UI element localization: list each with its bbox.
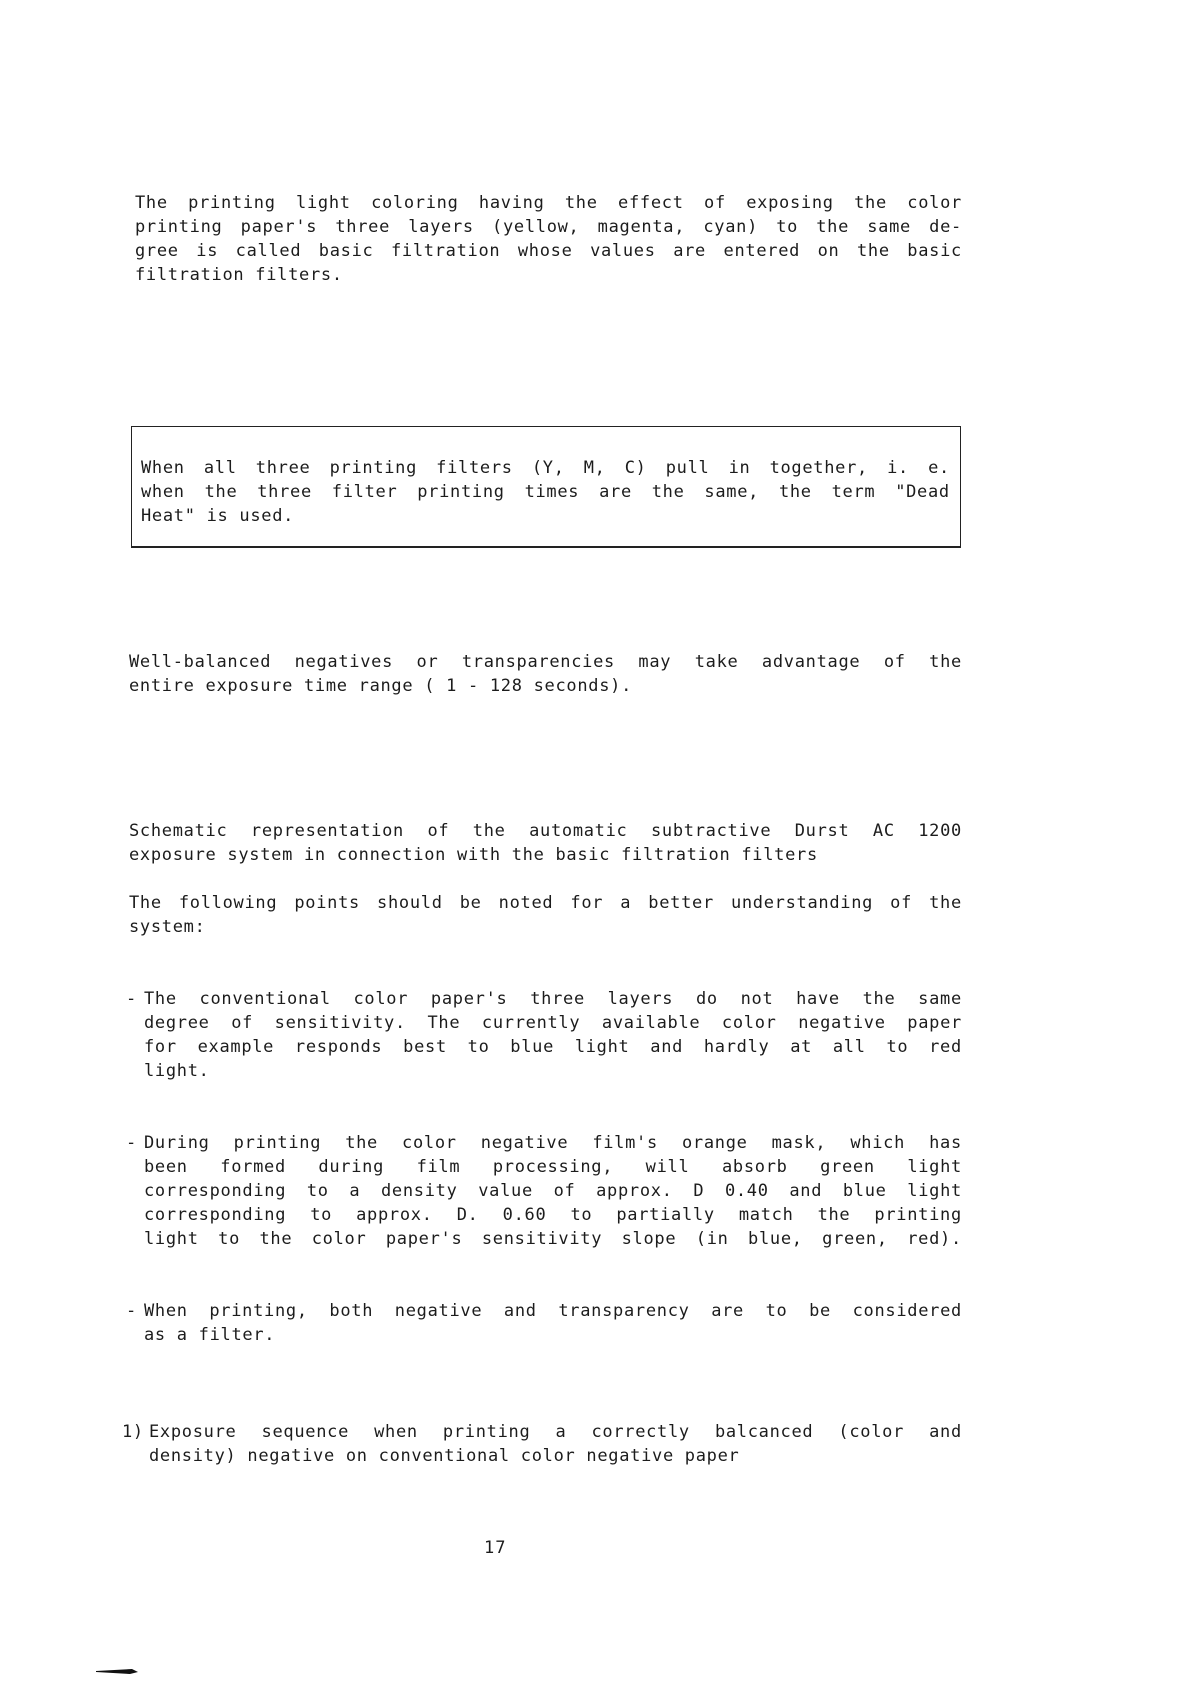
word: effect xyxy=(618,193,684,213)
word: light xyxy=(296,193,351,213)
word: a xyxy=(555,1422,567,1442)
word: The xyxy=(129,893,162,913)
word: understanding xyxy=(730,893,874,913)
word: light xyxy=(144,1229,199,1249)
text-line xyxy=(141,456,950,480)
word: example xyxy=(197,1037,275,1057)
text-line xyxy=(144,1011,962,1035)
word: following xyxy=(178,893,278,913)
word: been xyxy=(144,1157,188,1177)
word: cyan) xyxy=(703,217,759,237)
word: (Y, xyxy=(531,458,565,478)
word: a xyxy=(620,893,632,913)
word: degree xyxy=(144,1013,210,1033)
word: i. xyxy=(887,458,909,478)
word: sequence xyxy=(261,1422,350,1442)
word: the xyxy=(651,482,685,502)
word: The xyxy=(427,1013,461,1033)
word: density xyxy=(380,1181,458,1201)
word: filters xyxy=(436,458,513,478)
word: paper's xyxy=(240,217,318,237)
word: to xyxy=(467,1037,490,1057)
word: of xyxy=(231,1013,254,1033)
word: The xyxy=(144,989,177,1009)
word: will xyxy=(645,1157,690,1177)
word: during xyxy=(318,1157,385,1177)
paragraph-schematic xyxy=(129,819,962,867)
word: pull xyxy=(665,458,710,478)
word: blue, xyxy=(748,1229,803,1249)
word: blue xyxy=(842,1181,887,1201)
word: paper's xyxy=(430,989,508,1009)
word: color xyxy=(311,1229,367,1249)
word: blue xyxy=(510,1037,555,1057)
paragraph-basic-filtration xyxy=(135,191,962,287)
text-line xyxy=(135,215,962,239)
bullet-dash: - xyxy=(126,1301,137,1321)
word: do xyxy=(695,989,718,1009)
word: red). xyxy=(907,1229,962,1249)
word: be xyxy=(809,1301,831,1321)
word: all xyxy=(203,458,237,478)
word: paper's xyxy=(385,1229,463,1249)
word: When xyxy=(141,458,185,478)
word: color xyxy=(402,1133,457,1153)
word: light xyxy=(574,1037,630,1057)
text-line xyxy=(129,891,962,915)
word: (in xyxy=(695,1229,729,1249)
word: formed xyxy=(220,1157,286,1177)
word: sensitivity. xyxy=(274,1013,406,1033)
text-line xyxy=(144,1203,962,1227)
word: when xyxy=(374,1422,418,1442)
word: printing, xyxy=(209,1301,308,1321)
list-item-sensitivity xyxy=(126,987,962,1083)
word: better xyxy=(648,893,714,913)
dead-heat-note-box xyxy=(131,426,961,548)
word: three xyxy=(255,458,311,478)
word: slope xyxy=(621,1229,677,1249)
word: same xyxy=(867,217,911,237)
word: processing, xyxy=(492,1157,614,1177)
word: negative xyxy=(480,1133,569,1153)
word: all xyxy=(832,1037,866,1057)
word: for xyxy=(144,1037,177,1057)
word: be xyxy=(459,893,482,913)
word: light xyxy=(907,1157,962,1177)
word: Exposure xyxy=(149,1422,237,1442)
word: when xyxy=(141,482,185,502)
word: of xyxy=(553,1181,576,1201)
word: three xyxy=(530,989,585,1009)
word: are xyxy=(599,482,632,502)
word: filter xyxy=(331,482,398,502)
word: to xyxy=(776,217,799,237)
word: the xyxy=(862,989,896,1009)
word: printing xyxy=(135,217,223,237)
word: gree xyxy=(135,241,179,261)
word: on xyxy=(817,241,840,261)
dead-heat-note-text xyxy=(141,456,950,528)
text-line: light. xyxy=(144,1061,210,1081)
word: same xyxy=(918,989,962,1009)
word: and xyxy=(650,1037,684,1057)
word: film xyxy=(416,1157,461,1177)
word: Durst xyxy=(794,821,850,841)
word: color xyxy=(353,989,409,1009)
text-line xyxy=(144,987,962,1011)
word: hardly xyxy=(703,1037,770,1057)
word: at xyxy=(790,1037,813,1057)
word: transparencies xyxy=(461,652,615,672)
word: to xyxy=(310,1205,333,1225)
word: has xyxy=(929,1133,962,1153)
word: of xyxy=(890,893,913,913)
word: may xyxy=(638,652,672,672)
word: representation xyxy=(250,821,404,841)
word: of xyxy=(883,652,906,672)
word: three xyxy=(335,217,391,237)
word: corresponding xyxy=(144,1205,287,1225)
paragraph-well-balanced xyxy=(129,650,962,698)
word: printing xyxy=(874,1205,962,1225)
word: advantage xyxy=(761,652,861,672)
word: the xyxy=(345,1133,378,1153)
word: a xyxy=(349,1181,361,1201)
word: paper xyxy=(907,1013,962,1033)
word: same, xyxy=(704,482,760,502)
word: or xyxy=(416,652,439,672)
word: to xyxy=(218,1229,241,1249)
text-line xyxy=(144,1035,962,1059)
word: AC xyxy=(872,821,895,841)
word: to xyxy=(306,1181,329,1201)
word: take xyxy=(694,652,739,672)
word: having xyxy=(478,193,545,213)
word: to xyxy=(886,1037,909,1057)
word: printing xyxy=(417,482,505,502)
word: are xyxy=(673,241,706,261)
word: absorb xyxy=(721,1157,788,1177)
text-line: entire exposure time range ( 1 - 128 seconds). xyxy=(129,676,633,696)
word: partially xyxy=(616,1205,715,1225)
word: negatives xyxy=(294,652,394,672)
word: sensitivity xyxy=(481,1229,603,1249)
numbered-item-exposure-sequence xyxy=(122,1420,962,1468)
word: mask, xyxy=(771,1133,827,1153)
text-line xyxy=(144,1131,962,1155)
word: times xyxy=(524,482,580,502)
text-line xyxy=(149,1420,962,1444)
word: film's xyxy=(592,1133,658,1153)
text-line xyxy=(135,191,962,215)
word: the xyxy=(929,652,962,672)
word: responds xyxy=(294,1037,383,1057)
word: and xyxy=(503,1301,537,1321)
text-line: as a filter. xyxy=(144,1325,276,1345)
word: available xyxy=(601,1013,701,1033)
word: basic xyxy=(318,241,374,261)
word: light xyxy=(907,1181,962,1201)
text-line xyxy=(144,1227,962,1251)
word: automatic xyxy=(529,821,628,841)
word: values xyxy=(590,241,656,261)
word: 0.60 xyxy=(502,1205,547,1225)
bullet-dash: - xyxy=(126,989,137,1009)
word: the xyxy=(854,193,887,213)
word: e. xyxy=(928,458,950,478)
word: layers xyxy=(408,217,474,237)
word: the xyxy=(778,482,812,502)
word: color xyxy=(907,193,962,213)
word: the xyxy=(259,1229,293,1249)
word: called xyxy=(235,241,302,261)
word: not xyxy=(740,989,774,1009)
word: match xyxy=(738,1205,794,1225)
word: color xyxy=(721,1013,777,1033)
word: orange xyxy=(681,1133,748,1153)
text-line: exposure system in connection with the basic filtration filters xyxy=(129,845,818,865)
word: C) xyxy=(624,458,647,478)
word: exposing xyxy=(746,193,834,213)
word: printing xyxy=(329,458,418,478)
word: whose xyxy=(517,241,573,261)
word: to xyxy=(570,1205,593,1225)
word: have xyxy=(796,989,840,1009)
word: of xyxy=(427,821,450,841)
list-item-filter xyxy=(126,1299,962,1347)
word: the xyxy=(204,482,238,502)
word: (yellow, xyxy=(492,217,580,237)
word: both xyxy=(329,1301,374,1321)
word: and xyxy=(789,1181,823,1201)
text-line: system: xyxy=(129,917,206,937)
word: Schematic xyxy=(129,821,228,841)
word: negative xyxy=(394,1301,483,1321)
word: currently xyxy=(481,1013,581,1033)
word: together, xyxy=(769,458,868,478)
page-number: 17 xyxy=(484,1538,507,1558)
word: the xyxy=(817,1205,851,1225)
word: green xyxy=(820,1157,875,1177)
word: of xyxy=(704,193,726,213)
word: coloring xyxy=(371,193,459,213)
word: best xyxy=(403,1037,447,1057)
word: the xyxy=(564,193,598,213)
word: red xyxy=(929,1037,962,1057)
word: for xyxy=(570,893,604,913)
text-line: density) negative on conventional color negative paper xyxy=(149,1446,740,1466)
word: should xyxy=(377,893,443,913)
item-number: 1) xyxy=(122,1422,144,1442)
word: approx. xyxy=(356,1205,433,1225)
word: 1200 xyxy=(918,821,962,841)
word: The xyxy=(135,193,168,213)
word: which xyxy=(850,1133,906,1153)
corner-arrow-icon xyxy=(96,1666,138,1676)
text-line xyxy=(135,239,962,263)
word: filtration xyxy=(390,241,501,261)
word: 0.40 xyxy=(724,1181,769,1201)
word: approx. xyxy=(596,1181,673,1201)
word: magenta, xyxy=(597,217,686,237)
text-line xyxy=(144,1179,962,1203)
word: corresponding xyxy=(144,1181,287,1201)
word: three xyxy=(257,482,312,502)
text-line: filtration filters. xyxy=(135,265,343,285)
word: balcanced xyxy=(714,1422,814,1442)
word: negative xyxy=(798,1013,886,1033)
bullet-dash: - xyxy=(126,1133,137,1153)
word: When xyxy=(144,1301,188,1321)
paragraph-points-noted xyxy=(129,891,962,939)
text-line xyxy=(129,650,962,674)
word: During xyxy=(144,1133,210,1153)
text-line: Heat" is used. xyxy=(141,506,295,526)
word: de- xyxy=(929,217,962,237)
word: D xyxy=(693,1181,705,1201)
word: layers xyxy=(607,989,674,1009)
word: value xyxy=(478,1181,533,1201)
word: subtractive xyxy=(650,821,772,841)
word: is xyxy=(196,241,219,261)
word: and xyxy=(929,1422,962,1442)
word: printing xyxy=(233,1133,322,1153)
word: the xyxy=(929,893,962,913)
text-line xyxy=(141,480,950,504)
word: considered xyxy=(852,1301,962,1321)
word: noted xyxy=(498,893,554,913)
word: term xyxy=(831,482,876,502)
word: points xyxy=(294,893,360,913)
text-line xyxy=(144,1299,962,1323)
word: (color xyxy=(838,1422,905,1442)
word: the xyxy=(816,217,850,237)
word: to xyxy=(765,1301,788,1321)
word: are xyxy=(711,1301,744,1321)
text-line xyxy=(144,1155,962,1179)
word: conventional xyxy=(199,989,331,1009)
word: printing xyxy=(442,1422,531,1442)
word: transparency xyxy=(558,1301,690,1321)
word: the xyxy=(856,241,890,261)
word: basic xyxy=(907,241,962,261)
word: in xyxy=(728,458,751,478)
word: D. xyxy=(456,1205,479,1225)
word: entered xyxy=(723,241,801,261)
word: the xyxy=(472,821,506,841)
word: "Dead xyxy=(895,482,950,502)
word: green, xyxy=(822,1229,888,1249)
word: printing xyxy=(188,193,276,213)
list-item-orange-mask xyxy=(126,1131,962,1251)
word: Well-balanced xyxy=(129,652,272,672)
word: M, xyxy=(583,458,606,478)
text-line xyxy=(129,819,962,843)
word: correctly xyxy=(591,1422,690,1442)
